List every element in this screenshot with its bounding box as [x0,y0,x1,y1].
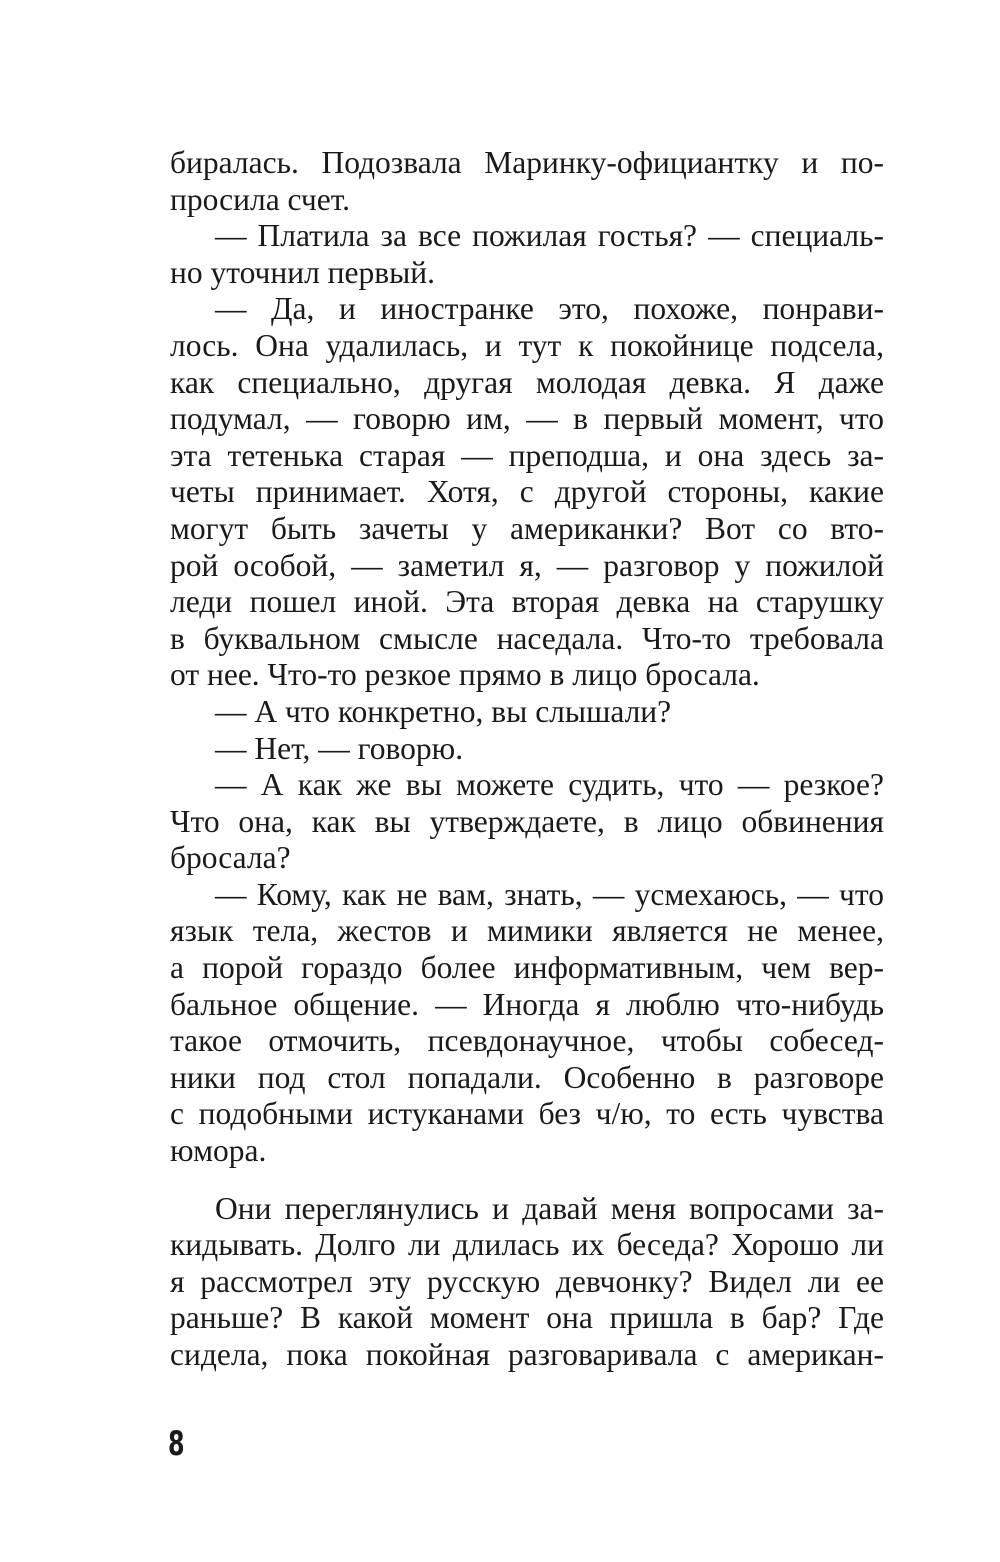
text-line: четы принимает. Хотя, с другой стороны, какие [170,474,884,510]
text-line: ники под стол попадали. Особенно в разговоре [170,1059,884,1095]
text-line: — А как же вы можете судить, что — резкое? [215,767,884,803]
text-line: — Нет, — говорю. [215,730,464,766]
text-line: — Да, и иностранке это, похоже, понрави- [215,291,884,327]
text-line: юмора. [170,1133,267,1169]
text-line: рой особой, — заметил я, — разговор у пожилой [170,547,884,583]
text-line: лось. Она удалилась, и тут к покойнице подсела, [170,327,884,363]
text-line: от нее. Что-то резкое прямо в лицо бросала. [170,657,760,693]
text-line: — А что конкретно, вы слышали? [215,693,672,729]
text-line: — Платила за все пожилая гостья? — специаль- [215,218,884,254]
text-line: кидывать. Долго ли длилась их беседа? Хорошо ли [170,1227,884,1263]
text-line: могут быть зачеты у американки? Вот со вто- [170,510,884,546]
body-text [170,145,884,1374]
text-line: язык тела, жестов и мимики является не менее, [170,913,884,949]
text-line: я рассмотрел эту русскую девчонку? Видел ли ее [170,1263,884,1299]
text-line: но уточнил первый. [170,254,436,290]
text-line: с подобными истуканами без ч/ю, то есть чувства [170,1096,884,1132]
text-line: как специально, другая молодая девка. Я даже [170,364,884,400]
text-line: в буквальном смысле наседала. Что-то требовала [170,620,884,656]
text-line: эта тетенька старая — преподша, и она здесь за- [170,437,884,473]
text-line: — Кому, как не вам, знать, — усмехаюсь, — что [215,876,884,912]
text-line: раньше? В какой момент она пришла в бар? Где [170,1300,884,1336]
page-number: 8 [168,1424,185,1464]
text-line: Они переглянулись и давай меня вопросами за- [215,1190,884,1226]
text-line: такое отмочить, псевдонаучное, чтобы собесед- [170,1023,884,1059]
text-line: сидела, пока покойная разговаривала с американ- [170,1337,884,1372]
text-line: а порой гораздо более информативным, чем вер- [170,950,884,986]
text-line: Что она, как вы утверждаете, в лицо обвинения [170,803,884,839]
text-line: просила счет. [170,181,351,217]
text-line: леди пошел иной. Эта вторая девка на старушку [170,584,884,620]
text-line: подумал, — говорю им, — в первый момент, что [170,401,884,437]
text-line: биралась. Подозвала Маринку-официантку и по- [170,145,884,180]
text-line: бальное общение. — Иногда я люблю что-нибудь [170,986,884,1022]
text-line: бросала? [170,840,291,876]
